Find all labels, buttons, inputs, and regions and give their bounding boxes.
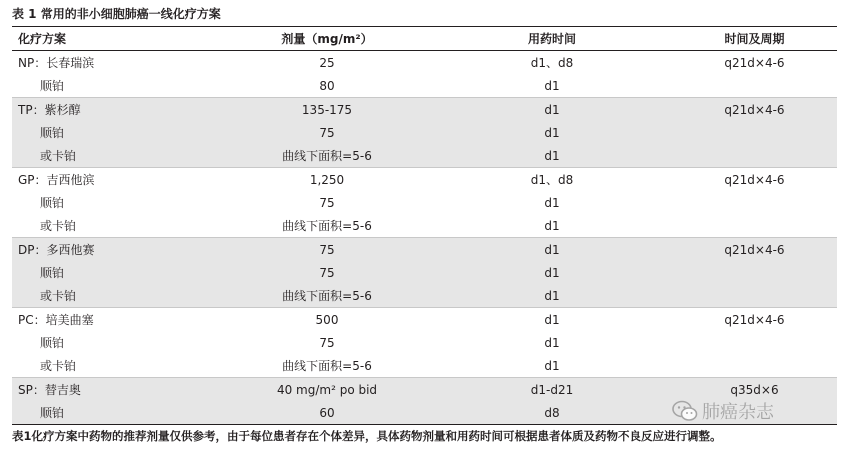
cycle-cell: q21d×4-6 bbox=[724, 55, 785, 70]
dose-cell: 曲线下面积=5-6 bbox=[282, 149, 372, 163]
time-cell: d1 bbox=[544, 102, 560, 117]
time-cell: d1 bbox=[544, 78, 560, 93]
table-row bbox=[12, 74, 837, 97]
regimen-cell: 顺铂 bbox=[40, 336, 65, 350]
regimen-group-gp bbox=[12, 168, 837, 238]
dose-cell: 75 bbox=[319, 242, 335, 257]
dose-cell: 500 bbox=[315, 312, 339, 327]
regimen-group-np bbox=[12, 51, 837, 98]
header-cycle: 时间及周期 bbox=[724, 32, 785, 46]
regimen-cell: 顺铂 bbox=[40, 266, 65, 280]
regimen-cell: DP：多西他赛 bbox=[18, 243, 95, 257]
table-row bbox=[12, 331, 837, 354]
wechat-icon bbox=[672, 400, 698, 422]
time-cell: d1-d21 bbox=[530, 382, 574, 397]
table-row bbox=[12, 144, 837, 167]
table-row bbox=[12, 284, 837, 307]
regimen-group-pc bbox=[12, 308, 837, 378]
dose-cell: 曲线下面积=5-6 bbox=[282, 359, 372, 373]
regimen-cell: 或卡铂 bbox=[40, 289, 77, 303]
regimen-cell: 顺铂 bbox=[40, 126, 65, 140]
table-row bbox=[12, 261, 837, 284]
dose-cell: 75 bbox=[319, 125, 335, 140]
header-regimen: 化疗方案 bbox=[18, 32, 67, 46]
time-cell: d1、d8 bbox=[530, 56, 574, 70]
dose-cell: 60 bbox=[319, 405, 335, 420]
time-cell: d8 bbox=[544, 405, 560, 420]
time-cell: d1 bbox=[544, 125, 560, 140]
cycle-cell: q21d×4-6 bbox=[724, 172, 785, 187]
header-dose: 剂量（mg/m²） bbox=[281, 32, 373, 46]
table-row bbox=[12, 98, 837, 121]
regimen-table bbox=[12, 26, 837, 425]
table-row bbox=[12, 168, 837, 191]
dose-cell: 40 mg/m² po bid bbox=[276, 382, 378, 397]
regimen-cell: 或卡铂 bbox=[40, 219, 77, 233]
table-row bbox=[12, 354, 837, 377]
table-footnote: 表1化疗方案中药物的推荐剂量仅供参考，由于每位患者存在个体差异，具体药物剂量和用药时间可根据患者体质及药物不良反应进行调整。 bbox=[12, 429, 722, 443]
table-title: 表 1 常用的非小细胞肺癌一线化疗方案 bbox=[12, 7, 221, 21]
regimen-cell: NP：长春瑞滨 bbox=[18, 56, 95, 70]
table-row bbox=[12, 191, 837, 214]
regimen-cell: 顺铂 bbox=[40, 406, 65, 420]
dose-cell: 80 bbox=[319, 78, 335, 93]
time-cell: d1 bbox=[544, 358, 560, 373]
regimen-cell: 顺铂 bbox=[40, 79, 65, 93]
regimen-cell: 或卡铂 bbox=[40, 149, 77, 163]
cycle-cell: q21d×4-6 bbox=[724, 312, 785, 327]
regimen-cell: GP：吉西他滨 bbox=[18, 173, 95, 187]
time-cell: d1 bbox=[544, 242, 560, 257]
regimen-group-dp bbox=[12, 238, 837, 308]
dose-cell: 75 bbox=[319, 265, 335, 280]
dose-cell: 75 bbox=[319, 195, 335, 210]
cycle-cell: q21d×4-6 bbox=[724, 242, 785, 257]
regimen-cell: SP：替吉奥 bbox=[18, 383, 81, 397]
time-cell: d1 bbox=[544, 148, 560, 163]
dose-cell: 1,250 bbox=[309, 172, 345, 187]
table-row bbox=[12, 238, 837, 261]
regimen-cell: TP：紫杉醇 bbox=[18, 103, 81, 117]
time-cell: d1 bbox=[544, 335, 560, 350]
table-row bbox=[12, 121, 837, 144]
dose-cell: 曲线下面积=5-6 bbox=[282, 219, 372, 233]
time-cell: d1 bbox=[544, 218, 560, 233]
dose-cell: 曲线下面积=5-6 bbox=[282, 289, 372, 303]
regimen-group-tp bbox=[12, 98, 837, 168]
regimen-cell: 顺铂 bbox=[40, 196, 65, 210]
time-cell: d1 bbox=[544, 288, 560, 303]
header-time: 用药时间 bbox=[527, 32, 576, 46]
watermark bbox=[672, 398, 774, 424]
table-row bbox=[12, 214, 837, 237]
dose-cell: 135-175 bbox=[301, 102, 353, 117]
regimen-cell: 或卡铂 bbox=[40, 359, 77, 373]
time-cell: d1 bbox=[544, 195, 560, 210]
dose-cell: 25 bbox=[319, 55, 335, 70]
table-row bbox=[12, 308, 837, 331]
dose-cell: 75 bbox=[319, 335, 335, 350]
time-cell: d1 bbox=[544, 312, 560, 327]
table-row bbox=[12, 51, 837, 74]
cycle-cell: q21d×4-6 bbox=[724, 102, 785, 117]
time-cell: d1、d8 bbox=[530, 173, 574, 187]
table-header-row bbox=[12, 27, 837, 51]
time-cell: d1 bbox=[544, 265, 560, 280]
cycle-cell: q35d×6 bbox=[730, 382, 779, 397]
watermark-text: 肺癌杂志 bbox=[702, 402, 774, 423]
regimen-cell: PC：培美曲塞 bbox=[18, 313, 94, 327]
